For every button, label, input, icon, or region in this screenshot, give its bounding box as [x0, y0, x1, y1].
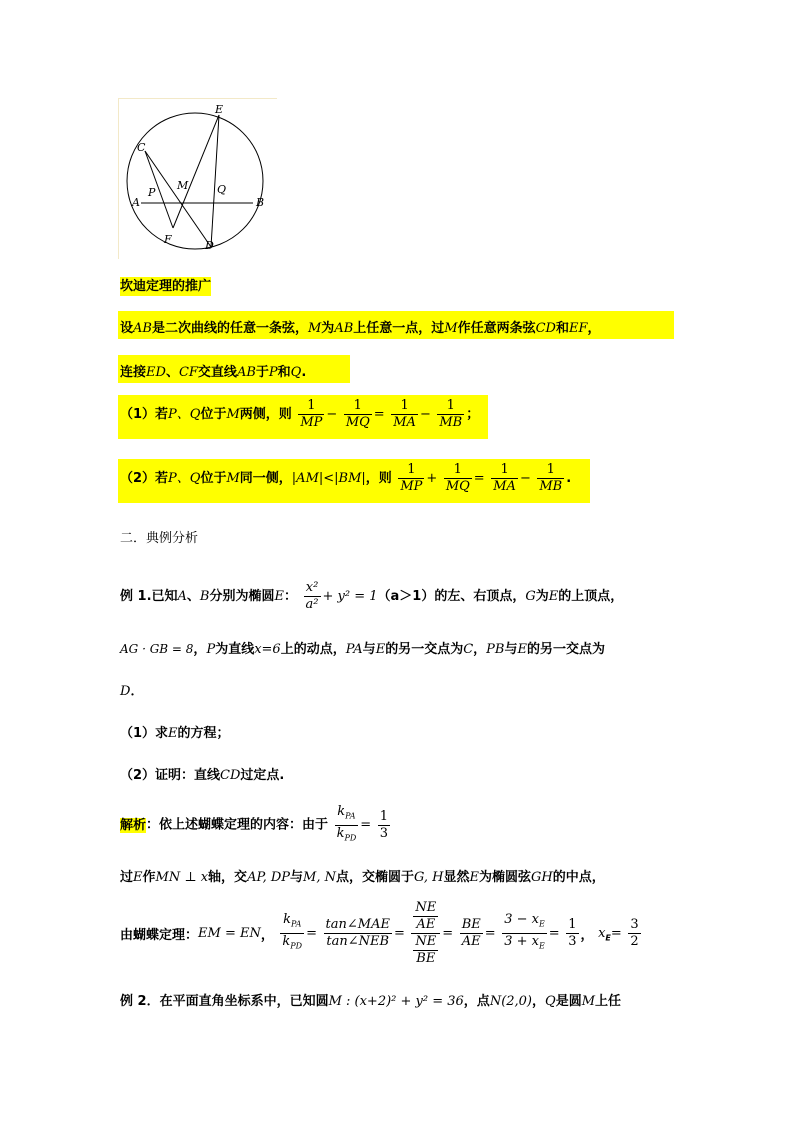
text: 与 — [290, 870, 304, 885]
ellipse-fraction — [304, 580, 321, 613]
text: 与 — [362, 642, 376, 657]
math-apdp: AP, DP — [247, 870, 290, 885]
text: 位于 — [200, 407, 227, 422]
numerator: 1 — [298, 398, 324, 415]
numerator: x² — [304, 580, 321, 597]
math-e: E — [133, 870, 143, 885]
math-ab: AB — [133, 321, 152, 336]
conic-circle — [127, 113, 263, 249]
numerator: 1 — [444, 462, 472, 479]
solution-line3 — [120, 900, 643, 967]
text: ， — [580, 928, 594, 943]
operator: = — [548, 926, 560, 941]
text: 于 — [255, 365, 269, 380]
k-symbol: k — [337, 804, 346, 819]
chord-ef — [173, 115, 219, 228]
label-b: B — [256, 196, 265, 209]
text: ， — [473, 642, 487, 657]
chord-cd — [145, 151, 211, 247]
example1-line2 — [120, 638, 605, 657]
math-b: B — [199, 589, 210, 604]
numerator: NE — [415, 934, 437, 949]
math-e: E — [469, 870, 480, 885]
text: 连接 — [120, 365, 147, 380]
ellipse-rest: + y² = 1 — [322, 589, 378, 604]
text: ，点 — [463, 994, 490, 1009]
fraction-one-third — [378, 809, 390, 842]
math-pq: P、Q — [168, 407, 201, 422]
text: 、 — [186, 589, 200, 604]
text: 与 — [504, 642, 518, 657]
text: ： — [284, 589, 298, 604]
line-ed — [211, 115, 219, 247]
math-pq: P、Q — [168, 471, 201, 486]
label-d: D — [205, 239, 214, 252]
math-d: D — [120, 684, 131, 699]
math-a: A — [177, 589, 187, 604]
slope-ratio — [335, 804, 359, 846]
label-m: M — [177, 179, 189, 192]
math-gh: GH — [531, 870, 553, 885]
denominator: MQ — [445, 479, 470, 494]
case1 — [120, 398, 479, 431]
label-f: F — [164, 233, 172, 246]
text: ； — [466, 407, 480, 422]
denominator: MP — [300, 415, 323, 430]
text: 的方程； — [177, 726, 230, 741]
text: 同一侧， — [239, 471, 292, 486]
subscript: PD — [344, 833, 357, 843]
circle-diagram — [119, 99, 277, 259]
numerator: BE — [461, 917, 481, 932]
text: 上任 — [595, 994, 622, 1009]
math-m: M — [444, 321, 458, 336]
section-title — [120, 275, 211, 294]
label-p: P — [148, 186, 156, 199]
text: . — [301, 365, 307, 380]
math-c: C — [463, 642, 474, 657]
text: 和 — [277, 365, 291, 380]
text: 为 — [535, 589, 549, 604]
numerator: 1 — [379, 808, 388, 824]
text: 的中点， — [552, 870, 605, 885]
math-e: E — [375, 642, 386, 657]
math-pa: PA — [345, 642, 363, 657]
subscript: PA — [290, 920, 302, 929]
label-a: A — [132, 196, 140, 209]
math-ef: EF — [569, 321, 588, 336]
math-mn-perp: MN ⊥ x — [155, 870, 209, 885]
text: （a＞1） — [377, 589, 435, 604]
text: 和 — [555, 321, 569, 336]
theorem-line1 — [120, 317, 601, 336]
numerator: 3 — [630, 917, 639, 932]
text: 为 — [321, 321, 335, 336]
fraction-one-third — [566, 917, 578, 950]
k-symbol: k — [283, 912, 291, 928]
text: 过定点. — [240, 768, 285, 783]
fraction-1-mb — [537, 462, 564, 495]
math-gh: G, H — [413, 870, 444, 885]
text: 作 — [142, 870, 156, 885]
operator: − — [419, 407, 431, 422]
case2 — [120, 462, 571, 495]
geometry-figure — [118, 98, 277, 259]
compound-fraction — [411, 900, 440, 967]
text: 为椭圆弦 — [479, 870, 532, 885]
text: 分别为椭圆 — [209, 589, 275, 604]
denominator: BE — [416, 951, 436, 966]
tan-ratio — [324, 917, 392, 950]
text: 上任意一点，过 — [353, 321, 445, 336]
numerator: 1 — [491, 462, 518, 479]
math-ab: AB — [236, 365, 256, 380]
denominator: 2 — [630, 934, 639, 949]
solution-line2 — [120, 866, 605, 885]
text: 位于 — [200, 471, 227, 486]
subscript: E — [538, 941, 545, 951]
text: 上的动点， — [280, 642, 346, 657]
math-pb: PB — [486, 642, 505, 657]
text: 由蝴蝶定理： — [120, 928, 199, 943]
operator: − — [326, 407, 338, 422]
subscript: E — [605, 933, 611, 943]
text: ，则 — [365, 471, 392, 486]
text: （2）若 — [120, 471, 169, 486]
subscript: PD — [290, 941, 303, 951]
math-m: M — [307, 321, 322, 336]
section-title-text: 坎迪定理的推广 — [120, 279, 212, 294]
math-circle: M : (x+2)² + y² = 36 — [328, 994, 464, 1009]
denominator: 3 — [568, 934, 577, 949]
text: 是二次曲线的任意一条弦， — [151, 321, 308, 336]
operator: = — [393, 926, 405, 941]
math-cd: CD — [220, 768, 241, 783]
operator: = — [306, 926, 317, 941]
fraction-1-mq — [444, 462, 472, 495]
theorem-line2 — [120, 361, 306, 380]
text: 过 — [120, 870, 134, 885]
fraction-three-halves — [628, 917, 640, 950]
example1-line3 — [120, 680, 143, 699]
math-m: M — [581, 994, 596, 1009]
numerator: 3 − x — [504, 912, 539, 928]
math-x: x — [598, 926, 606, 941]
text: ． — [130, 684, 144, 699]
math-p: P — [206, 642, 216, 657]
numerator: 1 — [568, 917, 577, 932]
question-1 — [120, 722, 230, 741]
text: 的另一交点为 — [385, 642, 464, 657]
text: ， — [587, 321, 601, 336]
numerator: 1 — [344, 398, 372, 415]
text: ， — [260, 928, 274, 943]
text: 例 2．在平面直角坐标系中，已知圆 — [120, 994, 329, 1009]
math-m: M — [226, 407, 240, 422]
numerator: 1 — [391, 398, 418, 415]
numerator: tan∠MAE — [325, 917, 390, 932]
fraction-1-mp — [298, 398, 324, 431]
slope-ratio — [280, 912, 304, 954]
fraction-1-mb — [437, 398, 464, 431]
operator: = — [360, 817, 372, 833]
denominator: 3 — [379, 825, 388, 841]
solution-label: 解析 — [120, 817, 147, 833]
math-n: N(2,0) — [489, 994, 533, 1009]
denominator: MA — [393, 415, 416, 430]
fraction-1-mq — [344, 398, 372, 431]
numerator: 1 — [398, 462, 424, 479]
math-m: M — [226, 471, 240, 486]
math-abs-inequality: |AM|<|BM| — [291, 471, 366, 486]
be-ae-fraction — [460, 917, 483, 950]
denominator: tan∠NEB — [326, 934, 390, 949]
text: （2）证明：直线 — [120, 768, 221, 783]
label-c: C — [137, 141, 146, 154]
text: 的上顶点， — [558, 589, 624, 604]
solution-line1 — [120, 804, 392, 846]
text: 两侧，则 — [239, 407, 292, 422]
text: 的另一交点为 — [527, 642, 606, 657]
math-cd: CD — [535, 321, 556, 336]
text: . — [566, 471, 572, 486]
question-2 — [120, 764, 284, 783]
denominator: 3 + x — [504, 934, 539, 949]
text: ， — [532, 994, 546, 1009]
math-ed: ED — [146, 365, 166, 380]
text: 为直线 — [215, 642, 255, 657]
text: 设 — [120, 321, 134, 336]
text: 例 1.已知 — [120, 589, 178, 604]
operator: = — [610, 926, 622, 941]
math-em-en: EM = EN — [198, 926, 261, 941]
fraction-1-mp — [398, 462, 424, 495]
example2-line1 — [120, 990, 621, 1009]
math-dot-product: AG · GB = 8 — [120, 642, 194, 656]
text: 作任意两条弦 — [457, 321, 536, 336]
denominator: MB — [439, 415, 463, 430]
math-mn: M, N — [303, 870, 336, 885]
fraction-1-ma — [491, 462, 518, 495]
math-g: G — [525, 589, 536, 604]
denominator: a² — [305, 597, 319, 612]
denominator: MB — [539, 479, 563, 494]
math-e: E — [168, 726, 178, 741]
operator: = — [373, 407, 385, 422]
text: 显然 — [443, 870, 470, 885]
subscript: PA — [345, 811, 356, 821]
text: 的左、右顶点， — [434, 589, 526, 604]
numerator: 1 — [537, 462, 564, 479]
text: ：依上述蝴蝶定理的内容：由于 — [146, 817, 329, 833]
text: （1）求 — [120, 726, 169, 741]
operator: = — [484, 926, 496, 941]
text: （1）若 — [120, 407, 169, 422]
heading-examples: 二．典例分析 — [120, 531, 199, 546]
math-e: E — [517, 642, 527, 657]
denominator: AE — [461, 934, 481, 949]
text: 点，交椭圆于 — [335, 870, 414, 885]
math-e: E — [274, 589, 284, 604]
denominator: AE — [416, 917, 436, 932]
math-x6: x=6 — [254, 642, 281, 657]
text: 是圆 — [555, 994, 582, 1009]
operator: = — [473, 471, 485, 486]
k-symbol: k — [336, 825, 345, 841]
operator: − — [519, 471, 531, 486]
fraction-1-ma — [391, 398, 418, 431]
text: 交直线 — [197, 365, 237, 380]
numerator: NE — [415, 900, 437, 915]
label-q: Q — [217, 183, 227, 196]
math-cf: CF — [178, 365, 198, 380]
xe-fraction — [502, 912, 547, 954]
operator: = — [442, 926, 454, 941]
operator: + — [426, 471, 438, 486]
numerator: 1 — [437, 398, 464, 415]
label-e: E — [215, 103, 224, 116]
math-e: E — [548, 589, 559, 604]
example1-line1 — [120, 580, 623, 613]
math-ab: AB — [334, 321, 354, 336]
text: ， — [193, 642, 207, 657]
math-q: Q — [545, 994, 556, 1009]
denominator: MQ — [345, 415, 370, 430]
k-symbol: k — [282, 934, 291, 949]
subscript: E — [538, 920, 545, 929]
text: 轴，交 — [208, 870, 248, 885]
denominator: MP — [400, 479, 423, 494]
text: 、 — [165, 365, 179, 380]
math-p: P — [268, 365, 278, 380]
math-q: Q — [290, 365, 302, 380]
denominator: MA — [493, 479, 516, 494]
